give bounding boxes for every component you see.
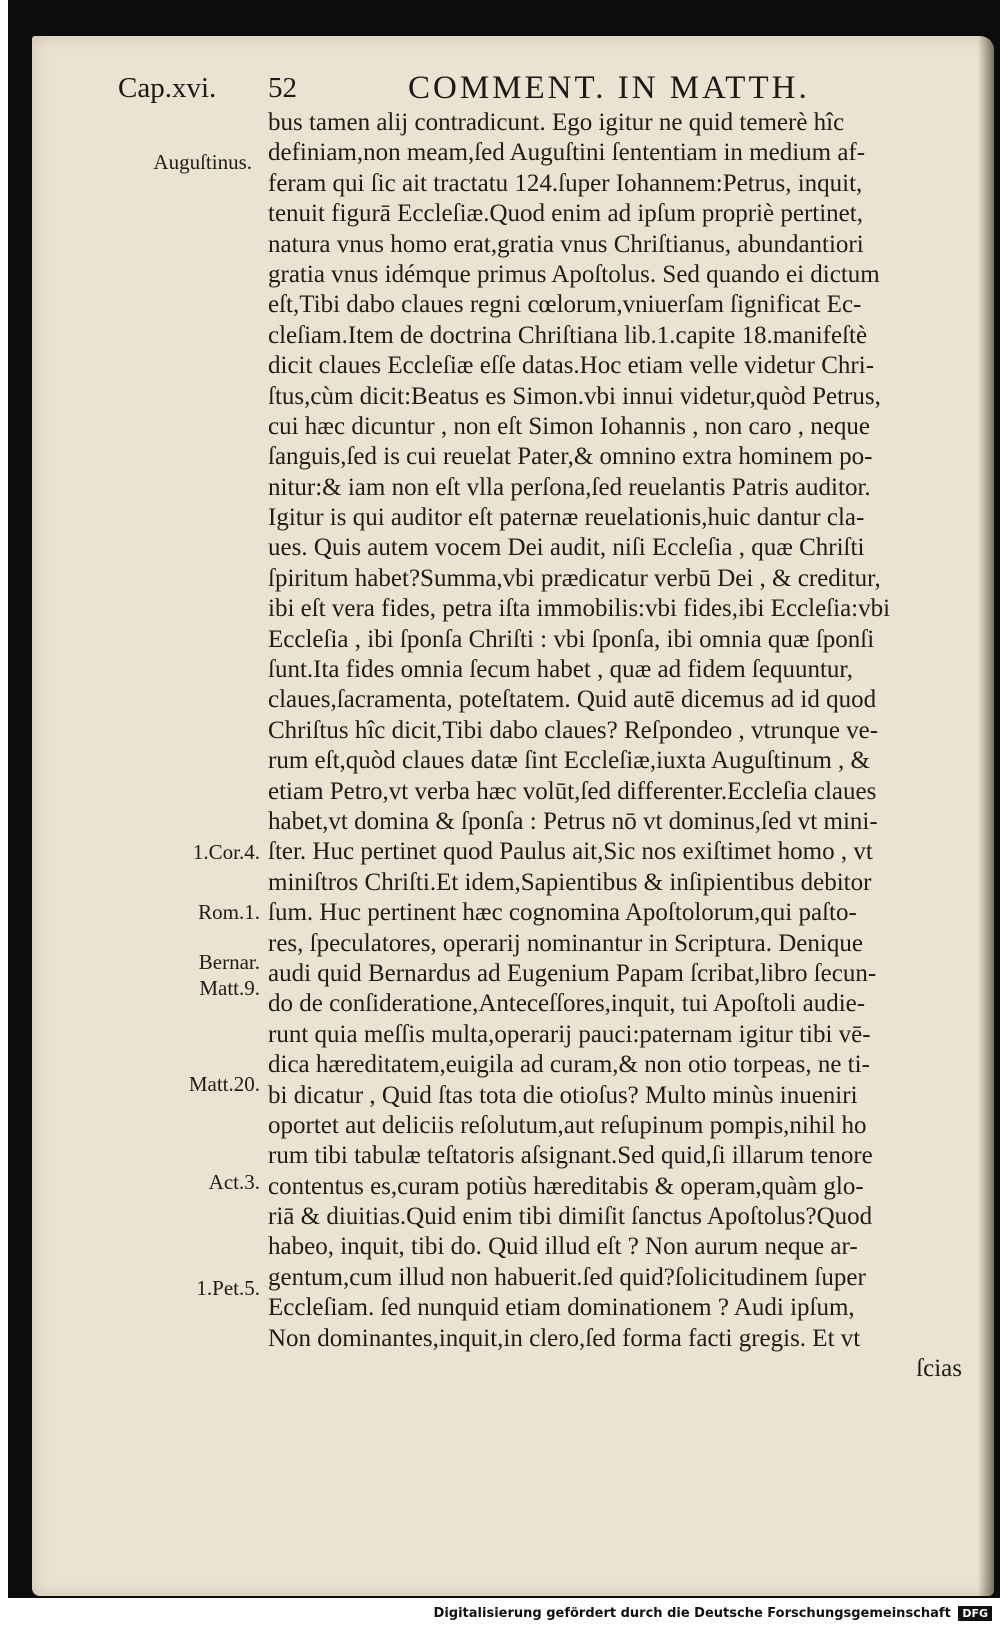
body-line: Eccleſiam. ſed nunquid etiam dominationem ? Audi ipſum, <box>268 1294 855 1322</box>
margin-note-pet: 1.Pet.5. <box>196 1276 260 1300</box>
body-line: ſanguis,ſed is cui reuelat Pater,& omnino extra hominem po- <box>268 443 873 471</box>
body-line: natura vnus homo erat,gratia vnus Chriſtianus, abundantiori <box>268 230 864 258</box>
body-line: oportet aut deliciis reſolutum,aut reſupinum pompis,nihil ho <box>268 1111 867 1139</box>
body-line: dicit claues Eccleſiæ eſſe datas.Hoc etiam velle videtur Chri- <box>268 352 875 380</box>
body-line: ibi eſt vera fides, petra iſta immobilis:vbi fides,ibi Eccleſia:vbi <box>268 595 891 623</box>
body-line: claues,ſacramenta, poteſtatem. Quid autē dicemus ad id quod <box>268 686 877 714</box>
body-line: ſter. Huc pertinet quod Paulus ait,Sic nos exiſtimet homo , vt <box>268 838 873 866</box>
body-line: cui hæc dicuntur , non eſt Simon Iohannis , non caro , neque <box>268 412 870 440</box>
margin-note-rom: Rom.1. <box>198 900 260 924</box>
body-line: Igitur is qui auditor eſt paternæ reuelationis,huic dantur cla- <box>268 504 865 532</box>
body-line: riā & diuitias.Quid enim tibi dimiſit ſanctus Apoſtolus?Quod <box>268 1203 873 1231</box>
body-line: Chriſtus hîc dicit,Tibi dabo claues? Reſpondeo , vtrunque ve- <box>268 716 879 744</box>
body-line: audi quid Bernardus ad Eugenium Papam ſcribat,libro ſecun- <box>268 959 877 987</box>
body-line: habeo, inquit, tibi do. Quid illud eſt ? Non aurum neque ar- <box>268 1233 858 1261</box>
body-line: nitur:& iam non eſt vlla perſona,ſed reuelantis Patris auditor. <box>268 473 871 501</box>
page-number: 52 <box>268 72 297 104</box>
body-line: Non dominantes,inquit,in clero,ſed forma facti gregis. Et vt <box>268 1324 861 1352</box>
catchword: ſcias <box>916 1355 962 1383</box>
body-line: ſum. Huc pertinent hæc cognomina Apoſtolorum,qui paſto- <box>268 899 857 927</box>
credit-text: Digitalisierung gefördert durch die Deutsche Forschungsgemeinschaft <box>433 1606 951 1621</box>
dfg-logo: DFG <box>958 1606 992 1621</box>
body-line: habet,vt domina & ſponſa : Petrus nō vt dominus,ſed vt mini- <box>268 807 878 835</box>
body-text <box>268 108 968 1384</box>
body-line: bus tamen alij contradicunt. Ego igitur ne quid temerè hîc <box>268 109 845 136</box>
running-title: COMMENT. IN MATTH. <box>408 70 810 106</box>
chapter-label: Cap.xvi. <box>118 72 217 104</box>
margin-note-augustinus: Auguſtinus. <box>153 150 252 174</box>
body-line: miniſtros Chriſti.Et idem,Sapientibus & inſipientibus debitor <box>268 868 872 896</box>
body-line: gratia vnus idémque primus Apoſtolus. Sed quando ei dictum <box>268 260 880 288</box>
body-line: etiam Petro,vt verba hæc volūt,ſed differenter.Eccleſia claues <box>268 777 877 805</box>
body-line: ues. Quis autem vocem Dei audit, niſi Eccleſia , quæ Chriſti <box>268 534 865 562</box>
page-edge-shadow <box>978 36 994 1596</box>
margin-note-act: Act.3. <box>208 1170 260 1194</box>
digitization-credit <box>434 1606 992 1621</box>
margin-note-matt9: Matt.9. <box>199 976 260 1000</box>
body-line: tenuit figurā Eccleſiæ.Quod enim ad ipſum propriè pertinet, <box>268 200 863 228</box>
body-line: rum tibi tabulæ teſtatoris aſsignant.Sed quid,ſi illarum tenore <box>268 1142 873 1170</box>
margin-note-matt20: Matt.20. <box>188 1072 260 1096</box>
body-line: do de conſideratione,Anteceſſores,inquit, tui Apoſtoli audie- <box>268 990 866 1018</box>
body-line: definiam,non meam,ſed Auguſtini ſententiam in medium af- <box>268 139 866 167</box>
margin-note-bernar: Bernar. <box>198 950 260 974</box>
body-line: Eccleſia , ibi ſponſa Chriſti : vbi ſponſa, ibi omnia quæ ſponſi <box>268 625 875 653</box>
body-line: bi dicatur , Quid ſtas tota die otioſus? Multo minùs inueniri <box>268 1081 858 1109</box>
running-header <box>118 68 958 108</box>
body-line: ſpiritum habet?Summa,vbi prædicatur verbū Dei , & creditur, <box>268 564 881 592</box>
margin-note-cor: 1.Cor.4. <box>192 840 260 864</box>
body-line: feram qui ſic ait tractatu 124.ſuper Iohannem:Petrus, inquit, <box>268 169 863 197</box>
body-line: eſt,Tibi dabo claues regni cœlorum,vniuerſam ſignificat Ec- <box>268 291 862 319</box>
body-line: res, ſpeculatores, operarij nominantur in Scriptura. Denique <box>268 929 863 957</box>
body-line: ſtus,cùm dicit:Beatus es Simon.vbi innui videtur,quòd Petrus, <box>268 382 881 410</box>
body-line: ſunt.Ita fides omnia ſecum habet , quæ ad fidem ſequuntur, <box>268 656 853 684</box>
body-line: runt quia meſſis multa,operarij pauci:paternam igitur tibi vē- <box>268 1020 871 1048</box>
body-line: dica hæreditatem,euigila ad curam,& non otio torpeas, ne ti- <box>268 1051 870 1079</box>
body-line: cleſiam.Item de doctrina Chriſtiana lib.1.capite 18.manifeſtè <box>268 321 868 349</box>
body-line: gentum,cum illud non habuerit.ſed quid?ſolicitudinem ſuper <box>268 1263 866 1291</box>
body-line: contentus es,curam potiùs hæreditabis & operam,quàm glo- <box>268 1172 864 1200</box>
body-line: rum eſt,quòd claues datæ ſint Eccleſiæ,iuxta Auguſtinum , & <box>268 747 870 775</box>
